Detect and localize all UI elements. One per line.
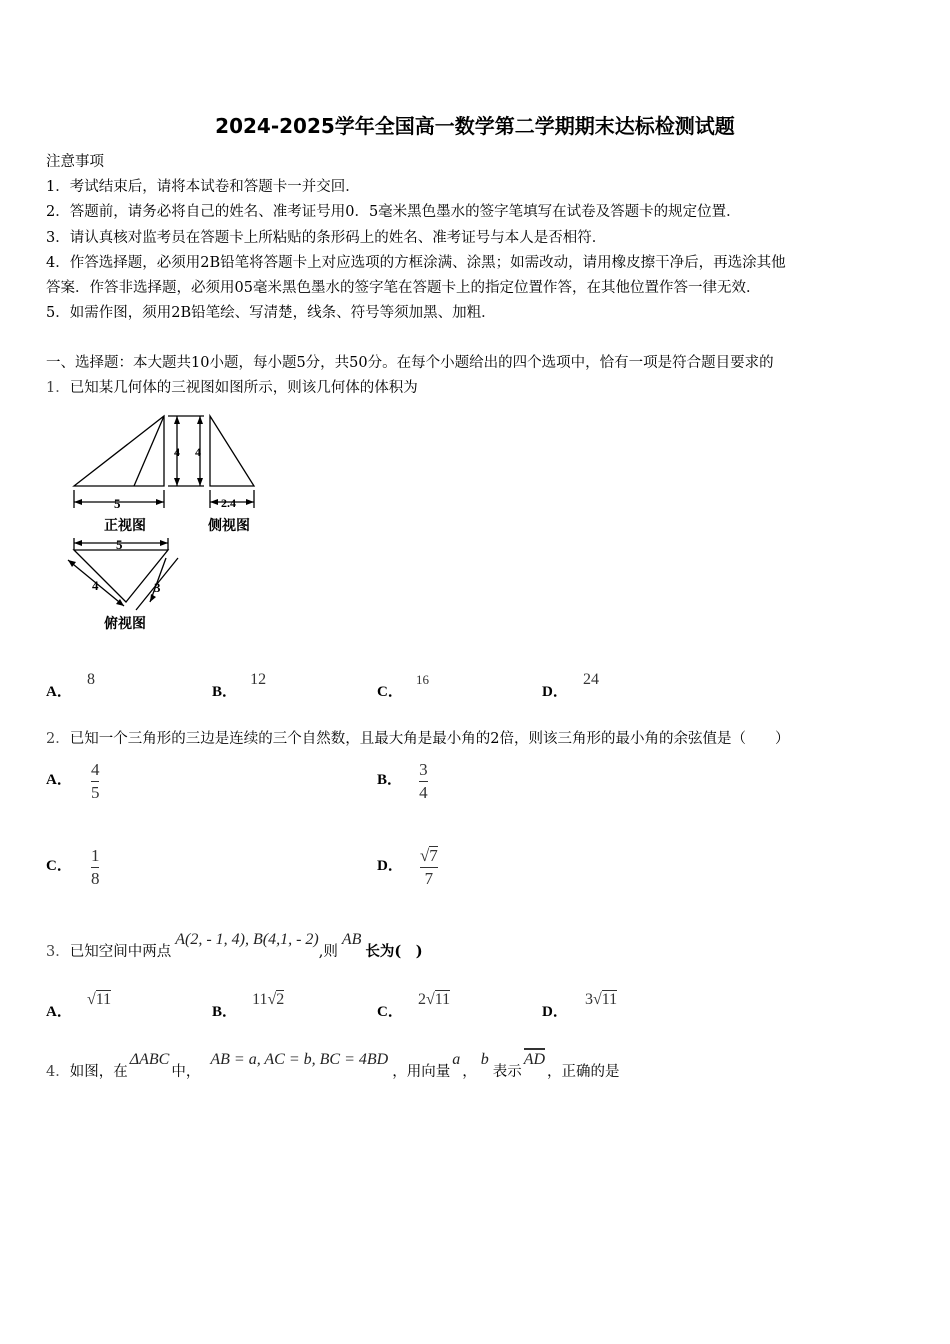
- three-view-figure: [58, 410, 268, 644]
- option-d: [377, 846, 438, 889]
- notice-item: 1．考试结束后，请将本试卷和答题卡一并交回．: [46, 179, 360, 195]
- question-text: 中，: [171, 1064, 201, 1080]
- dim-side-width: 2.4: [221, 496, 236, 510]
- dim-top-left: 4: [92, 578, 99, 593]
- dim-front-width: 5: [114, 496, 121, 511]
- question-number: 4．: [46, 1064, 70, 1080]
- notice-item: 3．请认真核对监考员在答题卡上所粘贴的条形码上的姓名、准考证号与本人是否相符．: [46, 230, 607, 246]
- fraction: $\frac{4}{5}$: [90, 760, 100, 802]
- question-text: 如图，在: [69, 1064, 128, 1080]
- question-2: [46, 727, 789, 748]
- option-a: [46, 988, 112, 1020]
- fraction: $\frac{1}{8}$: [90, 846, 100, 888]
- option-c: [46, 846, 99, 889]
- question-text: ，: [462, 1064, 477, 1080]
- option-label: D．: [542, 684, 568, 700]
- segment-expression: AB: [341, 931, 362, 948]
- question-3: [46, 928, 423, 960]
- notice-item: 答案．作答非选择题，必须用05毫米黑色墨水的签字笔在答题卡上的指定位置作答，在其他位置作答一律无效．: [46, 280, 761, 296]
- question-4: [46, 1048, 620, 1080]
- option-b: [377, 760, 428, 803]
- option-label: C．: [377, 684, 403, 700]
- option-value: 12: [250, 671, 267, 688]
- option-a: [46, 760, 99, 803]
- option-label: D．: [377, 858, 403, 874]
- option-label: D．: [542, 1004, 568, 1020]
- question-text: 已知一个三角形的三边是连续的三个自然数，且最大角是最小角的2倍，则该三角形的最小角的余弦值是（ ）: [69, 731, 790, 747]
- dim-top-right: 3: [154, 580, 161, 595]
- page-title: 2024-2025学年全国高一数学第二学期期末达标检测试题: [215, 114, 735, 138]
- question-number: 3．: [46, 944, 70, 960]
- option-label: B．: [377, 772, 403, 788]
- top-view-label: 俯视图: [104, 617, 146, 632]
- option-value: 2√11: [417, 991, 451, 1008]
- points-expression: A(2, - 1, 4), B(4,1, - 2): [175, 931, 319, 948]
- vector-a: a: [452, 1051, 461, 1068]
- dim-height-left: 4: [174, 445, 180, 459]
- fraction: $\frac{3}{4}$: [419, 760, 428, 802]
- option-b: [212, 668, 267, 700]
- question-text: 已知某几何体的三视图如图所示，则该几何体的体积为: [69, 380, 418, 396]
- notice-item: 2．答题前，请务必将自己的姓名、准考证号用0．5毫米黑色墨水的签字笔填写在试卷及答题卡的规定位置．: [46, 204, 741, 220]
- option-label: C．: [46, 858, 72, 874]
- notice-item: 5．如需作图，须用2B铅笔绘、写清楚，线条、符号等须加黑、加粗．: [46, 305, 496, 321]
- fraction: $\frac{√7}{7}$: [419, 846, 438, 888]
- section-heading: 一、选择题：本大题共10小题，每小题5分，共50分。在每个小题给出的四个选项中，恰有一项是符合题目要求的: [46, 355, 774, 371]
- option-b: [212, 988, 285, 1020]
- side-view-label: 侧视图: [208, 519, 250, 534]
- question-text: 已知空间中两点: [69, 944, 172, 960]
- option-value: 24: [582, 671, 599, 688]
- option-label: A．: [46, 772, 72, 788]
- option-value: 11√2: [252, 991, 285, 1008]
- question-text: 长为( ): [365, 943, 423, 960]
- question-number: 1．: [46, 380, 70, 396]
- option-label: A．: [46, 684, 72, 700]
- option-value: 8: [86, 671, 95, 688]
- question-text: ,则: [318, 944, 338, 960]
- vector-b: b: [480, 1051, 489, 1068]
- notice-item: 4．作答选择题，必须用2B铅笔将答题卡上对应选项的方框涂满、涂黑；如需改动，请用橡皮擦干净后，再选涂其他: [46, 255, 786, 271]
- question-text: 表示: [492, 1064, 522, 1080]
- condition-expression: AB = a, AC = b, BC = 4BD: [210, 1051, 389, 1068]
- option-label: B．: [212, 684, 238, 700]
- question-1: [46, 376, 418, 397]
- question-number: 2．: [46, 731, 70, 747]
- dim-top-width: 5: [116, 537, 123, 552]
- option-c: [377, 668, 429, 700]
- option-value: 16: [415, 672, 429, 687]
- dim-height-right: 4: [195, 445, 201, 459]
- triangle-expression: ΔABC: [129, 1051, 170, 1068]
- option-label: A．: [46, 1004, 72, 1020]
- option-d: [542, 988, 618, 1020]
- option-value: 3√11: [584, 991, 618, 1008]
- option-a: [46, 668, 95, 700]
- question-text: ，用向量: [392, 1064, 451, 1080]
- front-view-label: 正视图: [104, 519, 146, 534]
- question-text: ，正确的是: [547, 1064, 620, 1080]
- vector-ad: AD: [524, 1048, 545, 1068]
- notice-heading: 注意事项: [46, 154, 104, 170]
- option-c: [377, 988, 451, 1020]
- option-value: √11: [86, 991, 112, 1008]
- option-label: B．: [212, 1004, 238, 1020]
- option-label: C．: [377, 1004, 403, 1020]
- option-d: [542, 668, 599, 700]
